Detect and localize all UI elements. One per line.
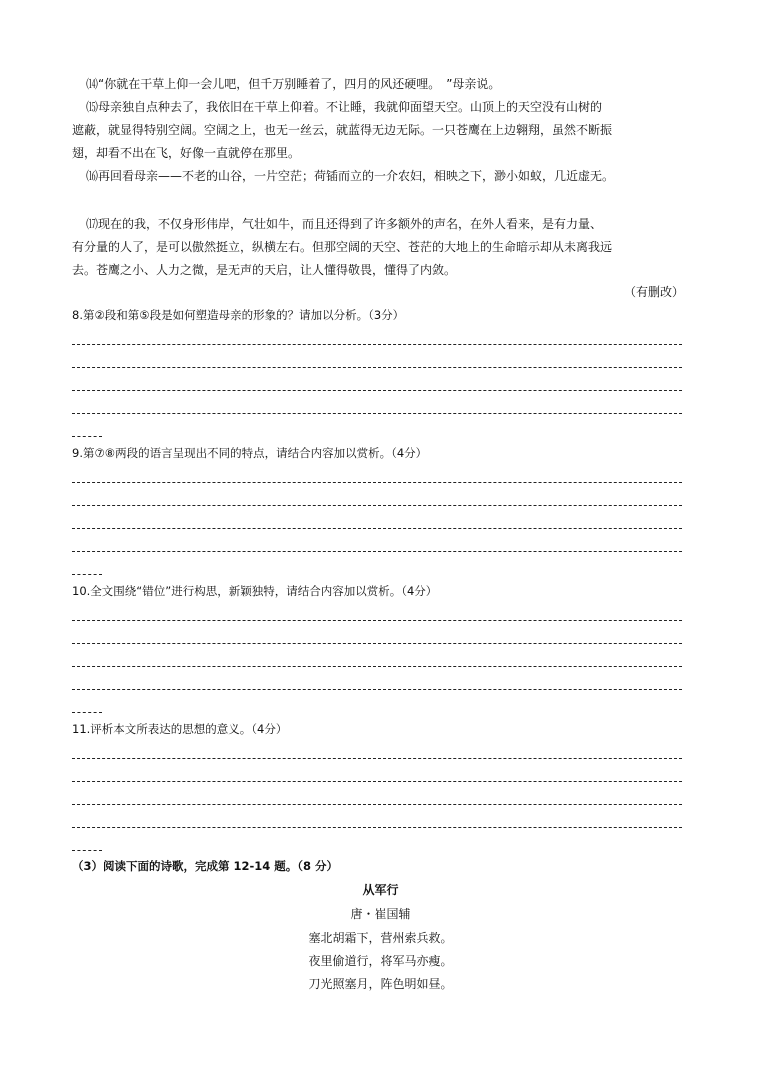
paragraph-17-line-3: 去。苍鹰之小、人力之微，是无声的天启，让人懂得敬畏，懂得了内敛。 — [72, 263, 457, 277]
answer-line-end[interactable] — [72, 574, 102, 575]
poem-line-3: 刀光照塞月，阵色明如昼。 — [308, 977, 453, 991]
poem-author: 唐・崔国辅 — [350, 907, 411, 921]
question-9: 9.第⑦⑧两段的语言呈现出不同的特点，请结合内容加以赏析。（4分） — [72, 446, 428, 460]
answer-line[interactable] — [72, 551, 682, 552]
answer-line[interactable] — [72, 666, 682, 667]
answer-line[interactable] — [72, 344, 682, 345]
answer-line[interactable] — [72, 505, 682, 506]
answer-line[interactable] — [72, 804, 682, 805]
poem-line-1: 塞北胡霜下，营州索兵救。 — [308, 931, 453, 945]
answer-line[interactable] — [72, 758, 682, 759]
question-8: 8.第②段和第⑤段是如何塑造母亲的形象的？请加以分析。（3分） — [72, 308, 405, 322]
answer-line[interactable] — [72, 390, 682, 391]
paragraph-17-line-2: 有分量的人了，是可以傲然挺立，纵横左右。但那空阔的天空、苍茫的大地上的生命暗示却从未离我远 — [72, 240, 613, 254]
paragraph-15-line-2: 遮蔽，就显得特别空阔。空阔之上，也无一丝云，就蓝得无边无际。一只苍鹰在上边翱翔，虽然不断振 — [72, 123, 613, 137]
question-11: 11.评析本文所表达的思想的意义。（4分） — [72, 722, 288, 736]
answer-line[interactable] — [72, 413, 682, 414]
section-3-heading: （3）阅读下面的诗歌，完成第 12-14 题。（8 分） — [72, 859, 339, 873]
answer-line[interactable] — [72, 781, 682, 782]
question-10: 10.全文围绕“错位”进行构思，新颖独特，请结合内容加以赏析。（4分） — [72, 584, 438, 598]
answer-line-end[interactable] — [72, 436, 102, 437]
poem-title: 从军行 — [362, 883, 399, 897]
answer-line[interactable] — [72, 528, 682, 529]
answer-line[interactable] — [72, 827, 682, 828]
answer-line[interactable] — [72, 620, 682, 621]
paragraph-14: ⒁“你就在干草上仰一会儿吧，但千万别睡着了，四月的风还硬哩。 ”母亲说。 — [86, 77, 501, 91]
answer-line-end[interactable] — [72, 850, 102, 851]
answer-line[interactable] — [72, 482, 682, 483]
answer-line[interactable] — [72, 643, 682, 644]
poem-line-2: 夜里偷道行，将军马亦瘦。 — [308, 954, 453, 968]
paragraph-15-line-3: 翅，却看不出在飞，好像一直就停在那里。 — [72, 146, 301, 160]
paragraph-17-line-1: ⒄现在的我，不仅身形伟岸，气壮如牛，而且还得到了许多额外的声名，在外人看来，是有力量、 — [86, 217, 603, 231]
answer-line[interactable] — [72, 367, 682, 368]
answer-line[interactable] — [72, 689, 682, 690]
paragraph-15-line-1: ⒂母亲独自点种去了，我依旧在干草上仰着。不让睡，我就仰面望天空。山顶上的天空没有山树的 — [86, 100, 603, 114]
answer-line-end[interactable] — [72, 712, 102, 713]
paragraph-16: ⒃再回看母亲——不老的山谷，一片空茫；荷锸而立的一介农妇，相映之下，渺小如蚁，几近虚无。 — [86, 169, 615, 183]
source-note: （有删改） — [624, 285, 685, 299]
